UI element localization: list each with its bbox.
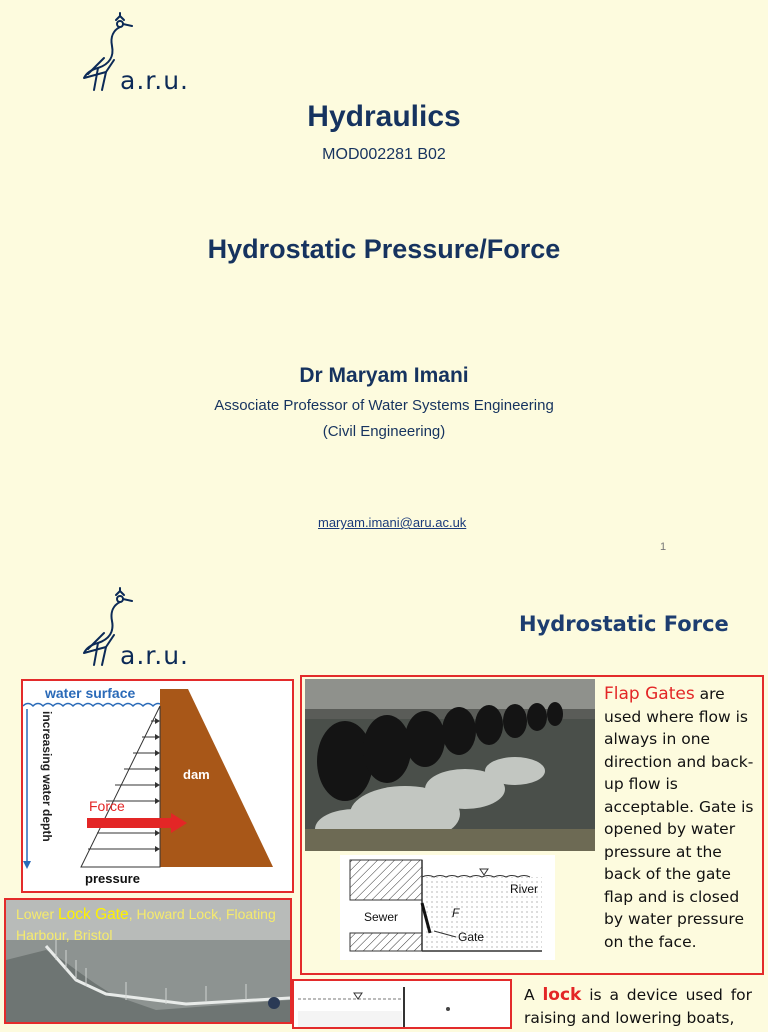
logo-text: a.r.u. <box>120 641 189 670</box>
lock-gate-photo <box>4 898 292 1024</box>
lock-gate-highlight: Lock Gate <box>58 906 129 923</box>
flap-gate-heading: Flap Gates <box>604 684 695 704</box>
gate-label: Gate <box>458 930 485 944</box>
lecture-subtitle: Hydrostatic Pressure/Force <box>207 234 561 264</box>
author-department: (Civil Engineering) <box>322 423 446 440</box>
flap-gate-photo <box>305 679 595 851</box>
author-role: Associate Professor of Water Systems Engineering <box>214 397 554 414</box>
force-label: Force <box>89 798 125 814</box>
lock-gate-caption: Lower Lock Gate, Howard Lock, Floating Harbour, Bristol <box>16 906 276 943</box>
aru-logo <box>76 587 206 670</box>
slide-2 <box>0 565 768 1027</box>
force-f-label: F <box>452 906 460 920</box>
pressure-label: pressure <box>85 871 140 886</box>
lock-diagram <box>292 979 512 1029</box>
page-number: 1 <box>660 541 667 553</box>
flap-gate-description <box>604 683 756 953</box>
force-arrow-shaft <box>87 818 173 828</box>
flap-gate-diagram <box>340 855 555 960</box>
logo-text: a.r.u. <box>120 66 189 95</box>
email-link[interactable]: maryam.imani@aru.ac.uk <box>318 515 467 530</box>
pressure-triangle <box>81 706 160 867</box>
dam-figure <box>21 679 294 893</box>
author-name: Dr Maryam Imani <box>299 364 469 387</box>
aru-logo <box>76 12 206 95</box>
module-code: MOD002281 B02 <box>322 146 446 163</box>
depth-arrow-head <box>23 861 31 869</box>
river-label: River <box>510 882 539 896</box>
dam-label: dam <box>183 767 210 782</box>
slide2-title: Hydrostatic Force <box>519 612 729 636</box>
slide1-title: Hydraulics <box>307 100 461 133</box>
water-surface-line <box>23 704 163 707</box>
lock-description: A lock is a device used for raising and lowering boats, <box>524 985 753 1027</box>
dam-body <box>160 689 273 867</box>
water-surface-label: water surface <box>45 685 136 701</box>
lock-keyword: lock <box>542 985 582 1005</box>
depth-label: increasing water depth <box>40 711 54 842</box>
flap-gate-text: are used where flow is always in one direction and back-up flow is acceptable. Gate is opened by water pressure at the back of the gate flap and is closed by water pressure on the face. <box>604 685 754 951</box>
sewer-label: Sewer <box>364 910 399 924</box>
